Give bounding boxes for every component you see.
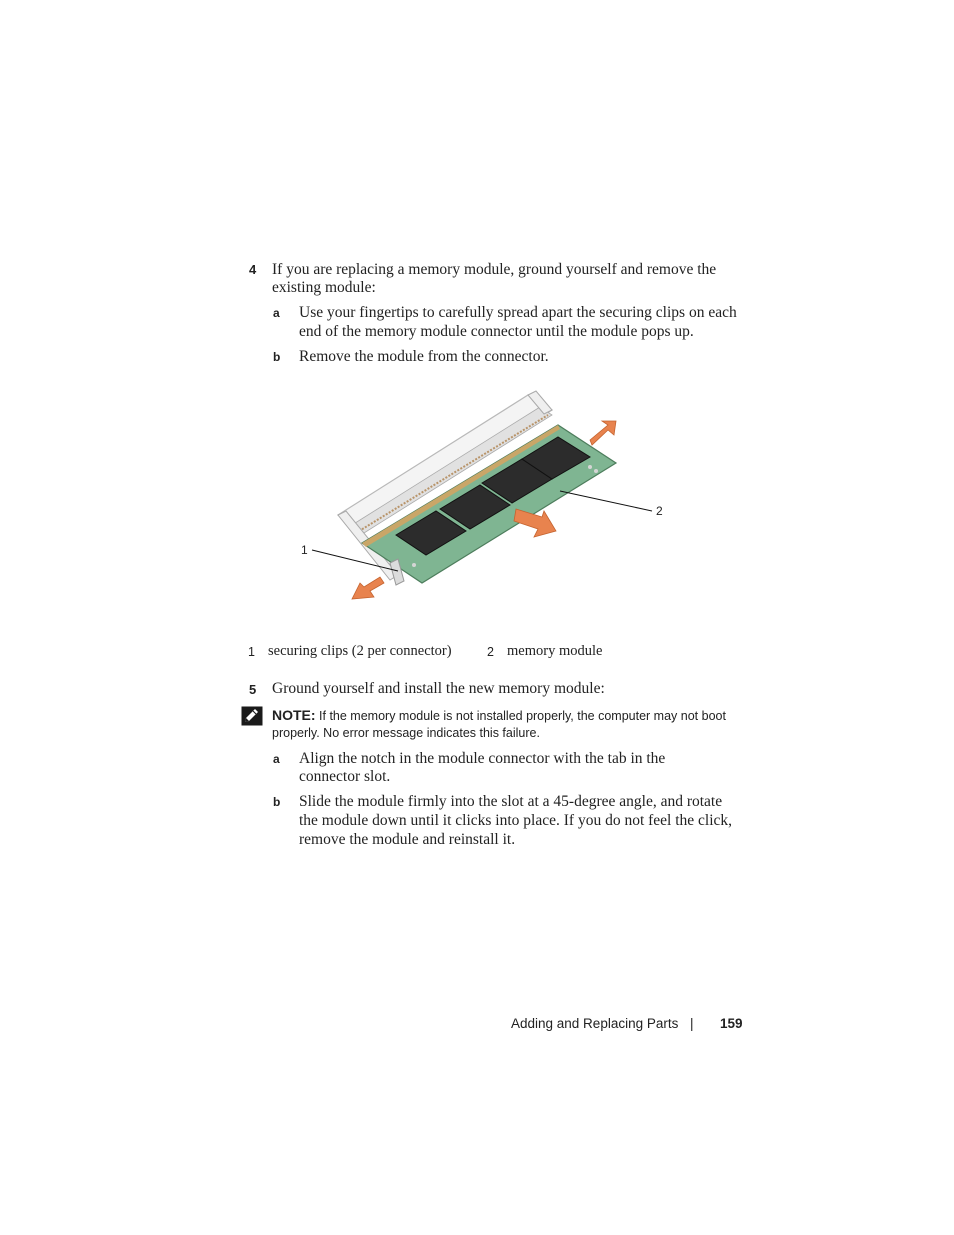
caption-text: securing clips (2 per connector) <box>268 643 452 659</box>
substep-text-line: the module down until it clicks into place. If you do not feel the click, <box>299 812 733 829</box>
substep-text-line: Slide the module firmly into the slot at a 45-degree angle, and rotate <box>299 793 723 810</box>
note-text <box>272 707 726 725</box>
substep-text-line: Remove the module from the connector. <box>299 348 549 365</box>
callout-number: 1 <box>301 543 308 557</box>
substep-letter: b <box>273 795 281 809</box>
note-label: NOTE: <box>272 707 316 723</box>
substep-letter: b <box>273 350 281 364</box>
step-text-line: If you are replacing a memory module, ground yourself and remove the <box>272 261 717 278</box>
substep-letter: a <box>273 306 280 320</box>
arrow-icon <box>352 577 384 599</box>
caption-number: 1 <box>248 645 255 659</box>
step-text-line: Ground yourself and install the new memory module: <box>272 680 605 697</box>
pencil-note-icon <box>241 706 263 726</box>
step-number: 4 <box>249 262 257 277</box>
callout-leader-line <box>560 491 652 511</box>
footer-separator: | <box>690 1016 694 1031</box>
substep-text-line: Align the notch in the module connector with the tab in the <box>299 750 666 767</box>
substep-text-line: Use your fingertips to carefully spread apart the securing clips on each <box>299 304 737 321</box>
step-text-line: existing module: <box>272 279 376 296</box>
caption-number: 2 <box>487 645 494 659</box>
substep-letter: a <box>273 752 280 766</box>
substep-text-line: connector slot. <box>299 768 391 785</box>
caption-text: memory module <box>507 643 603 659</box>
page-number: 159 <box>720 1016 743 1031</box>
callout-number: 2 <box>656 504 663 518</box>
note-line: properly. No error message indicates this failure. <box>272 726 540 740</box>
step-number: 5 <box>249 682 257 697</box>
substep-text-line: end of the memory module connector until the module pops up. <box>299 323 694 340</box>
memory-module-illustration <box>290 385 670 615</box>
note-line: If the memory module is not installed properly, the computer may not boot <box>315 709 726 723</box>
substep-text-line: remove the module and reinstall it. <box>299 831 516 848</box>
footer-section-title: Adding and Replacing Parts <box>511 1016 679 1031</box>
arrow-icon <box>590 421 616 445</box>
